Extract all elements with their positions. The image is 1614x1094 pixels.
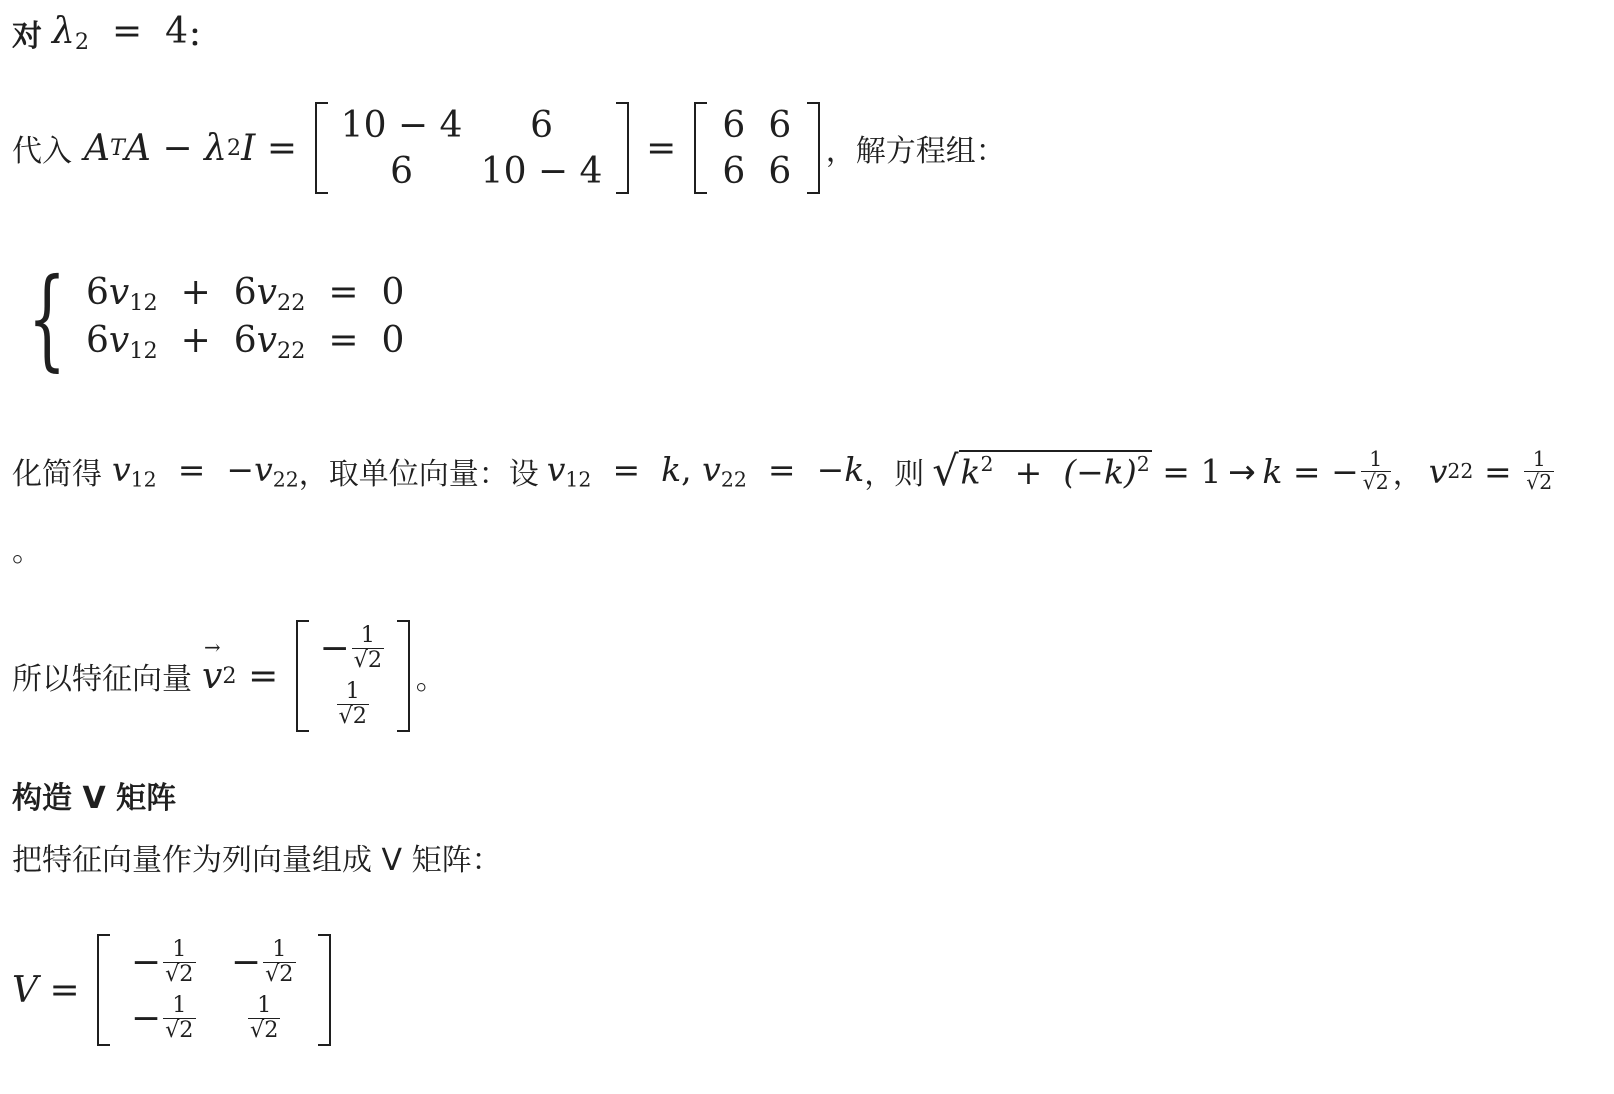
variable-v: v [256, 320, 278, 361]
minus-sign: − [230, 941, 262, 983]
matrix-cell: 6 [768, 150, 792, 192]
minus-sign: − [226, 450, 255, 490]
right-bracket [616, 102, 629, 194]
construct-v-description: 把特征向量作为列向量组成 V 矩阵： [12, 843, 502, 878]
equals-sign: = [248, 655, 279, 697]
numerator: 1 [272, 936, 287, 963]
subscript: 12 [129, 290, 158, 316]
colon: ： [188, 19, 219, 54]
variable-v: v [202, 655, 223, 697]
right-bracket [318, 934, 331, 1046]
denominator: √2 [165, 960, 194, 987]
minus-sign: − [1331, 451, 1359, 491]
matrix-cell [335, 680, 371, 728]
right-bracket [807, 102, 820, 194]
denominator: √2 [353, 646, 383, 673]
equals-sign: = [266, 127, 298, 169]
lambda-value: 4 [165, 10, 189, 52]
eigenvector-line [12, 616, 446, 736]
matrix-cell [131, 994, 198, 1042]
solve-system-text: ，解方程组： [825, 134, 1006, 169]
sqrt-radicand [959, 450, 1152, 492]
fraction [352, 624, 384, 672]
matrix-cells [707, 102, 807, 194]
fraction [1524, 449, 1554, 493]
matrix-cell [319, 624, 386, 672]
subscript: 12 [130, 467, 157, 492]
numerator: 1 [1369, 447, 1383, 472]
subscript: 12 [565, 467, 592, 492]
denominator: √2 [165, 1016, 194, 1043]
eigenvalue-heading [12, 10, 218, 56]
substitution-prefix: 代入 [12, 134, 72, 169]
lambda-2-expression [52, 11, 188, 55]
matrix-cell [231, 938, 298, 986]
plus-sign: + [1014, 452, 1043, 492]
left-bracket [315, 102, 328, 194]
denominator: √2 [1526, 469, 1553, 494]
eigenvalue-prefix: 对 [12, 19, 42, 54]
section-heading [12, 772, 176, 818]
variable-v: v [108, 320, 130, 361]
fraction [263, 938, 295, 986]
equals-sign: = [49, 969, 80, 1011]
matrix-cells [110, 934, 318, 1046]
variable-v: v [256, 271, 278, 313]
substitution-line [12, 98, 1006, 198]
subscript: 22 [277, 290, 306, 316]
plus-sign: + [180, 271, 211, 313]
variable-v: v [702, 450, 721, 490]
matrix-v-symbol: V [12, 969, 38, 1011]
lambda-symbol: λ [52, 10, 75, 52]
fraction [163, 994, 195, 1042]
fraction [248, 994, 280, 1042]
matrix-cell: 10 − 4 [340, 104, 463, 146]
equals-sign: = [328, 320, 359, 361]
equals-sign: = [612, 450, 641, 490]
rhs-value: 0 [381, 271, 405, 313]
equation-system [12, 254, 405, 382]
v22-value-expression [1429, 449, 1556, 493]
rhs-value: 0 [381, 320, 405, 361]
v-matrix-line [12, 930, 337, 1050]
neg-k-paren: (−k) [1063, 452, 1137, 492]
matrix-cell: 6 [768, 104, 792, 146]
matrix-a-2: A [124, 127, 151, 169]
eigenvector-expression [202, 620, 416, 732]
coefficient: 6 [233, 320, 257, 361]
sqrt-icon: √ [932, 447, 959, 495]
matrix-cell: 6 [722, 104, 746, 146]
transpose-superscript: T [110, 135, 125, 161]
equals-sign: = [767, 450, 796, 490]
minus-sign: − [130, 941, 162, 983]
denominator: √2 [265, 960, 294, 987]
subscript: 22 [277, 338, 306, 365]
variable-k: k [960, 452, 981, 492]
variable-v: v [112, 450, 131, 490]
vector-arrow-icon: → [204, 635, 221, 659]
ata-minus-lambda-expression [84, 102, 826, 194]
separator: ， [1392, 457, 1423, 492]
matrix-cell: 6 [530, 104, 554, 146]
system-row-2 [86, 320, 404, 364]
eigenvector-prefix: 所以特征向量 [12, 662, 192, 697]
fraction [1361, 449, 1391, 493]
matrix-cells [328, 102, 616, 194]
left-bracket [694, 102, 707, 194]
equals-sign: = [646, 127, 677, 169]
simplify-prefix: 化简得 [12, 457, 102, 492]
system-rows [86, 272, 404, 364]
superscript: 2 [980, 452, 994, 477]
norm-expression [932, 447, 1393, 495]
matrix-ata-minus-4i [315, 102, 629, 194]
variable-v: v [108, 271, 130, 313]
variable-v: v [546, 450, 566, 490]
lambda-subscript: 2 [74, 29, 90, 56]
identity-matrix: I [241, 127, 256, 169]
right-arrow-icon: → [1228, 451, 1256, 491]
matrix-cell: 10 − 4 [480, 150, 603, 192]
plus-sign: + [180, 320, 211, 361]
matrix-a: A [84, 127, 110, 169]
matrix-cell [131, 938, 198, 986]
coefficient: 6 [233, 271, 257, 313]
lambda-subscript: 2 [226, 135, 242, 161]
minus-sign: − [130, 997, 162, 1039]
matrix-cells [309, 620, 397, 732]
numerator: 1 [1532, 447, 1546, 472]
matrix-cell: 6 [390, 150, 414, 192]
equals-sign: = [177, 450, 206, 490]
variable-v: v [1428, 451, 1448, 491]
fraction [163, 938, 195, 986]
matrix-result [694, 102, 820, 194]
neg-k: −k [816, 450, 865, 490]
equals-sign: = [1292, 451, 1321, 491]
equals-sign: = [328, 271, 359, 313]
period: 。 [415, 662, 446, 697]
lambda-symbol: λ [204, 127, 227, 169]
variable-k: k [661, 450, 682, 490]
numerator: 1 [172, 936, 187, 963]
left-bracket [296, 620, 309, 732]
subscript: 22 [720, 467, 747, 492]
vector-v [202, 635, 223, 697]
denominator: √2 [338, 702, 367, 729]
unit-vector-text: ，取单位向量：设 [298, 457, 539, 492]
variable-k: k [1262, 451, 1283, 491]
heading-text: 构造 V 矩阵 [12, 781, 177, 816]
system-row-1 [86, 272, 404, 316]
numerator: 1 [257, 992, 272, 1019]
period: 。 [12, 534, 42, 569]
assignment-expression [547, 450, 865, 492]
comma: , [681, 450, 692, 490]
numerator: 1 [345, 678, 360, 705]
superscript: 2 [1136, 452, 1150, 477]
equals-sign: = [1483, 451, 1512, 491]
minus-sign: − [162, 127, 193, 169]
subscript: 2 [222, 663, 237, 689]
equals-sign: = [1162, 451, 1190, 491]
simplify-line [12, 440, 1556, 502]
then-text: ，则 [864, 457, 925, 492]
subscript: 12 [129, 338, 158, 365]
left-brace: { [27, 254, 67, 382]
period-line [12, 528, 42, 568]
denominator: √2 [249, 1016, 279, 1043]
fraction [337, 680, 369, 728]
subscript: 22 [272, 467, 299, 492]
right-bracket [397, 620, 410, 732]
matrix-cell: 6 [722, 150, 746, 192]
construct-v-text [12, 834, 502, 880]
equals-sign: = [112, 10, 143, 52]
v-matrix [97, 934, 331, 1046]
numerator: 1 [360, 622, 375, 649]
coefficient: 6 [86, 320, 109, 361]
minus-sign: − [319, 627, 350, 669]
v-matrix-expression [12, 934, 337, 1046]
variable-v: v [254, 450, 273, 490]
coefficient: 6 [86, 271, 109, 313]
denominator: √2 [1362, 469, 1389, 494]
one: 1 [1200, 451, 1222, 491]
numerator: 1 [172, 992, 187, 1019]
v12-equals-neg-v22 [112, 450, 299, 492]
subscript: 22 [1447, 459, 1474, 483]
eigenvector-matrix [296, 620, 410, 732]
left-bracket [97, 934, 110, 1046]
matrix-cell [246, 994, 282, 1042]
